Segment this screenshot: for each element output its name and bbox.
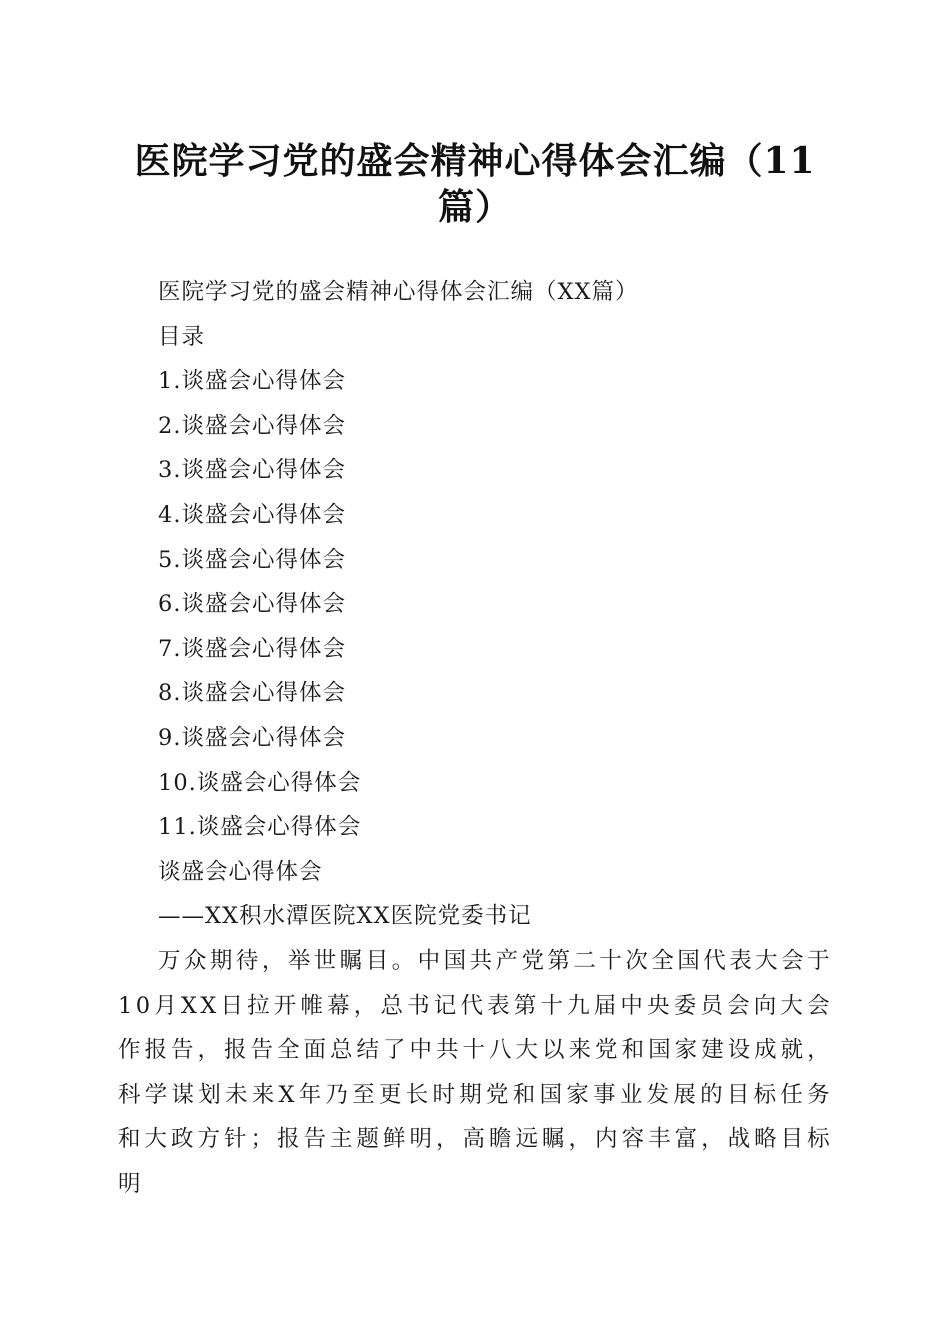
document-subtitle: 医院学习党的盛会精神心得体会汇编（XX篇） [158,279,639,305]
toc-item-3: 3.谈盛会心得体会 [158,457,346,484]
article-paragraph: 万众期待，举世瞩目。中国共产党第二十次全国代表大会于10月XX日拉开帷幕，总书记代表第十九届中央委员会向大会作报告，报告全面总结了中共十八大以来党和国家建设成就，科学谋划未来X年乃至更长时期党和国家事业发展的目标任务和大政方针；报告主题鲜明，高瞻远瞩，内容丰富，战略目标明 [118,947,833,1197]
toc-item-5: 5.谈盛会心得体会 [158,546,346,573]
toc-item-10: 10.谈盛会心得体会 [158,769,362,796]
document-title [120,138,830,230]
document-body [118,270,833,1206]
toc-item-2: 2.谈盛会心得体会 [158,412,346,439]
toc-item-1: 1.谈盛会心得体会 [158,368,346,395]
toc-heading: 目录 [158,323,206,350]
toc-item-9: 9.谈盛会心得体会 [158,724,346,751]
toc-item-6: 6.谈盛会心得体会 [158,591,346,618]
toc-item-7: 7.谈盛会心得体会 [158,635,346,662]
document-title-line-2: 篇） [437,186,512,228]
toc-item-8: 8.谈盛会心得体会 [158,680,346,707]
article-author: ——XX积水潭医院XX医院党委书记 [158,903,532,930]
toc-item-4: 4.谈盛会心得体会 [158,501,346,528]
article-title: 谈盛会心得体会 [158,858,323,885]
document-title-line-1: 医院学习党的盛会精神心得体会汇编（11 [134,140,816,182]
toc-item-11: 11.谈盛会心得体会 [158,814,362,841]
